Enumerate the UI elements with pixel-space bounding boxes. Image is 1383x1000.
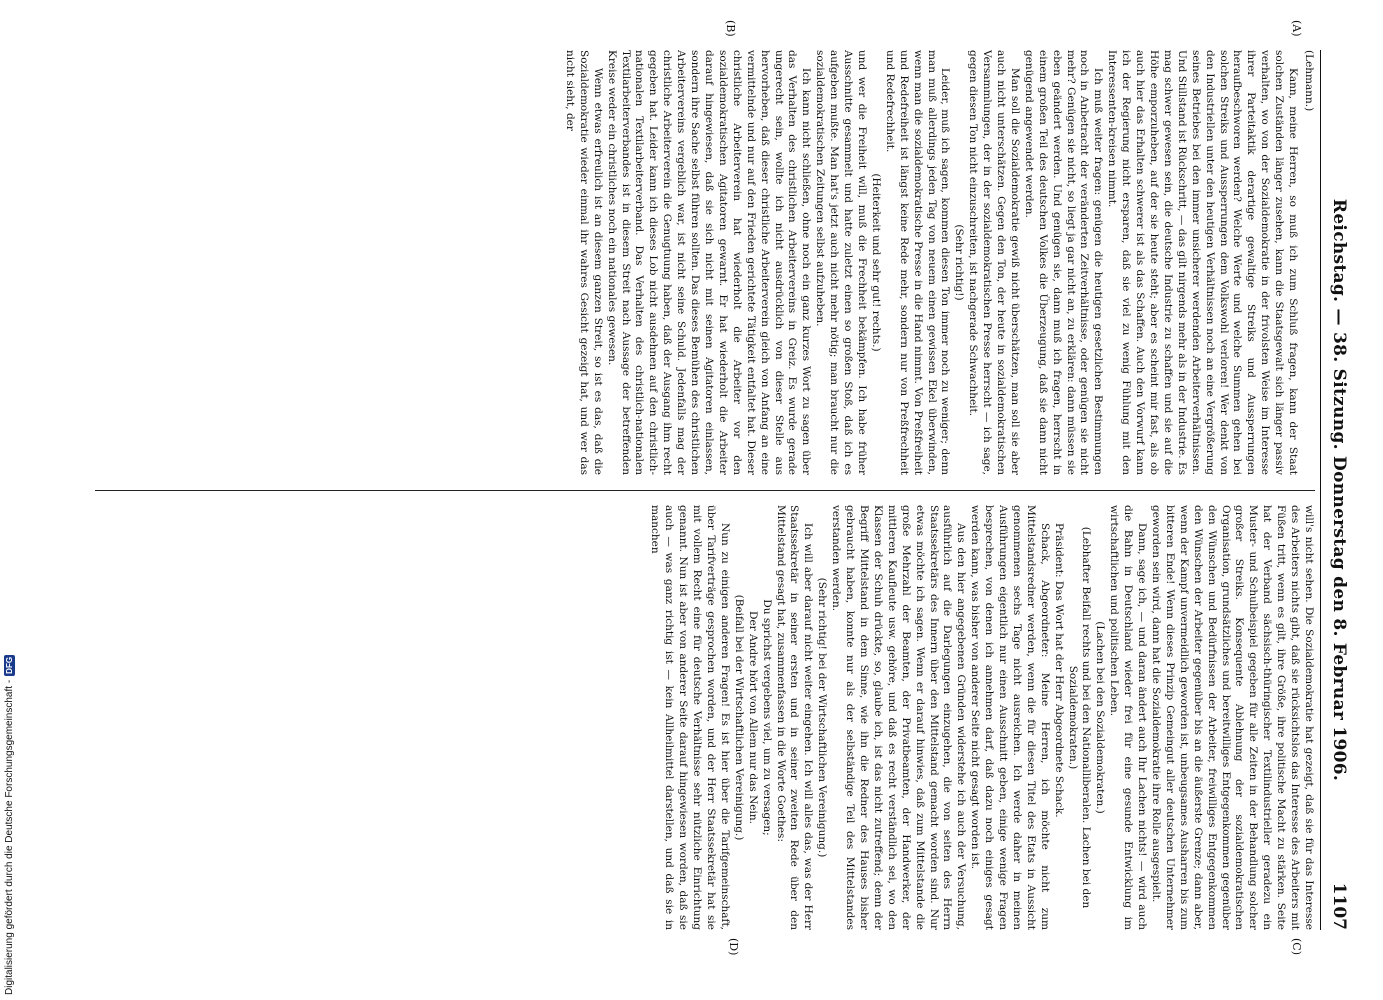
right-column bbox=[90, 505, 1315, 930]
left-column bbox=[90, 50, 1315, 475]
paragraph: Schack, Abgeordneter: Meine Herren, ich möchte nicht zum Mittelstandsredner werden, wenn die für diesen Titel des Etats in Aussicht genommenen sechs Tage nicht ausreichen. Ich werde daher in meinen Ausführungen eigentlich nur einen Ausschnitt geben, einige wenige Fragen besprechen, von denen ich annehmen darf, daß dazu noch einiges gesagt werden kann, was bisher von anderer Seite nicht gesagt worden ist. bbox=[969, 505, 1051, 930]
paragraph: Ich will aber darauf nicht weiter eingehen. Ich will alles das, was der Herr Staatssekretär in seiner ersten und in seiner zweiten Rede über den Mittelstand gesagt hat, zusammenfassen in die Worte Goethes: bbox=[774, 505, 815, 930]
applause-note: (Sehr richtig!) bbox=[953, 224, 966, 301]
paragraph: Leider, muß ich sagen, kommen diesen Ton immer noch zu weniger; denn man muß allerdings jeden Tag von neuem einen gewissen Ekel überwinden, wenn man die sozialdemokratische Presse in die Hand nimmt. Von Preßfreiheit und Redefreiheit ist längst keine Rede mehr, sondern nur von Preßfrechheit und Redefrechheit. bbox=[883, 50, 952, 475]
header-divider bbox=[1320, 50, 1321, 930]
paragraph: Dann, sage ich, — und daran ändert auch Ihr Lachen nichts! — wird auch die Bahn in Deutschland wieder frei für eine gesunde Entwicklung im wirtschaftlichen und politischen Leben. bbox=[1108, 505, 1149, 930]
paragraph: will's nicht sehen. Die Sozialdemokratie hat gezeigt, daß sie für das Interesse des Arbeiters nichts gibt, daß sie rücksichtslos das Interesse des Arbeiters mit Füßen tritt, wenn es gilt, ihre Größe, ihre politische Macht zu stärken. Seite hat der Verband sächsisch-thüringischer Textilindustrieller geradezu ein Muster- und Schulbeispiel gegeben für alle Zeiten in der Behandlung solcher großer Streiks. Konsequente Ablehnung der sozialdemokratischen Organisation, grundsätzliches und bereitwilliges Entgegenkommen gegenüber den Wünschen und Bedürfnissen der Arbeiter, freiwilliges Entgegenkommen den Wünschen der Arbeiter gegenüber bis an die äußerste Grenze; dann aber, wenn der Kampf unvermeidlich geworden ist, unbeugsames Ausharren bis zum bitteren Ende! Wenn dieses Prinzip Gemeingut aller deutschen Unternehmer geworden sein wird, dann hat die Sozialdemokratie ihre Rolle ausgespielt. bbox=[1150, 505, 1315, 930]
column-divider bbox=[95, 490, 1315, 491]
president-line: Präsident: Das Wort hat der Herr Abgeordnete Schack. bbox=[1052, 523, 1065, 818]
page-title: Reichstag. — 38. Sitzung. Donnerstag den 8. Februar 1906. bbox=[1329, 198, 1349, 782]
margin-letter-b: (B) bbox=[724, 20, 737, 37]
paragraph: Ich kann nicht schließen, ohne noch ein ganz kurzes Wort zu sagen über das Verhalten des christlichen Arbeitervereins in Greiz. Es wurde gerade ungerecht sein, wollte ich nicht ausdrücklich von dieser Stelle aus hervorheben, daß dieser christliche Arbeiterverein gleich von Anfang an eine vermittelnde und nur auf den Frieden gerichtete Tätigkeit entfaltet hat. Dieser christliche Arbeiterverein hat wiederholt die Arbeiter vor den sozialdemokratischen Agitatoren gewarnt. Er hat wiederholt die Arbeiter darauf hingewiesen, daß sie sich nicht mit seinen Agitatoren einlassen, sondern ihre Sache selbst führen sollten. Das dieses Bemühen des christlichen Arbeitervereins vergeblich war, ist nicht seine Schuld. Jedenfalls mag der christliche Arbeiterverein die Genugtuung haben, daß der Ausgang ihm recht gegeben hat. Leider kann ich dieses Lob nicht ausdehnen auf den christlich-nationalen Textilarbeiterverband. Das Verhalten des christlich-nationalen Textilarbeiterverbandes ist in diesem Streit nach Aussage der betreffenden Kreise weder ein christliches noch ein nationales gewesen. bbox=[605, 50, 813, 475]
footer-text: Digitalisierung gefördert durch die Deutsche Forschungsgemeinschaft - bbox=[4, 679, 15, 995]
paragraph: und wer die Freiheit will, muß die Frechheit bekämpfen. Ich habe früher Ausschnitte gesammelt und hatte zuletzt einen so großen Stoß, daß ich es aufgeben mußte. Man hat's jetzt auch nicht mehr nötig; man braucht nur die sozialdemokratischen Zeitungen selbst aufzuheben. bbox=[814, 50, 868, 475]
margin-letter-a: (A) bbox=[1290, 20, 1303, 37]
applause-note: (Heiterkeit und sehr gut! rechts.) bbox=[869, 173, 882, 352]
quote-line: Du sprichst vergebens viel, um zu versagen; bbox=[760, 599, 773, 836]
applause-note: (Sehr richtig! bei der Wirtschaftlichen Vereinigung.) bbox=[816, 577, 829, 858]
paragraph: Nun zu einigen anderen Fragen! Es ist hier über die Tarifgemeinschaft, über Tarifverträge gesprochen worden, und der Herr Staatssekretär hat sie mit vollem Recht eine für deutsche Verhältnisse sehr nützliche Einrichtung genannt. Nun ist aber von anderer Seite darauf hingewiesen worden, daß sie auch — was ganz richtig ist — kein Allheilmittel darstellen, und daß sie in manchen bbox=[649, 505, 731, 930]
quote-line: Der Andre hört von Allem nur das Nein. bbox=[746, 611, 759, 824]
paragraph: Kann, meine Herren, so muß ich zum Schluß fragen, kann der Staat solchen Zuständen länger zusehen, kann die Staatsgewalt sich länger passiv verhalten, wo von der Sozialdemokratie in der frivolsten Weise im Interesse ihrer Parteitaktik derartige gewaltige Streiks und Aussperrungen heraufbeschworen werden? Welche Werte und welche Summen gehen bei solchen Streiks und Aussperrungen dem Volkswohl verloren! Wer denkt von den Industriellen unter den heutigen Verhältnissen noch an eine Vergrößerung seines Betriebes bei den immer unsicherer werdenden Arbeiterverhältnissen. Und Stillstand ist Rückschritt, — das gilt nirgends mehr als in der Industrie. Es mag schwer gewesen sein, die deutsche Industrie zu schaffen und sie auf die Höhe emporzuheben, auf der sie heute steht; aber es scheint mir fast, als ob auch hier das Erhalten schwerer ist als das Schaffen. Auch den Vorwurf kann ich der Regierung nicht ersparen, daß sie viel zu wenig Fühlung mit den Interessenten-kreisen nimmt. bbox=[1106, 50, 1300, 475]
applause-note: (Lebhafter Beifall rechts und bei den Nationalliberalen. Lachen bei den Sozialdemokraten.) bbox=[1066, 526, 1093, 909]
paragraph: Man soll die Sozialdemokratie gewiß nicht überschätzen, man soll sie aber auch nicht unterschätzen. Gegen den Ton, der heute in sozialdemokratischen Versammlungen, der in der sozialdemokratischen Presse herrscht — ich sage, gegen diesen Ton nicht einzuschreiten, ist nachgerade Schwachheit. bbox=[967, 50, 1021, 475]
applause-note: (Lachen bei den Sozialdemokraten.) bbox=[1094, 621, 1107, 814]
applause-note: (Beifall bei der Wirtschaftlichen Vereinigung.) bbox=[732, 594, 745, 841]
page-number: 1107 bbox=[1329, 882, 1349, 930]
paragraph: Aus den hier angegebenen Gründen widerstehe ich auch der Versuchung, ausführlich auf die Darlegungen einzugehen, die von seiten des Herrn Staatssekretärs des Innern über den Mittelstand gemacht worden sind. Nur etwas möchte ich sagen. Wenn er darauf hinwies, daß zum Mittelstande die große Mehrzahl der Beamten, der Privatbeamten, der Handwerker, der mittleren Kaufleute usw. gehöre, und daß es recht verständlich sei, wo den Klassen der Schuh drückte, so, glaube ich, ist das nicht zutreffend; denn der Begriff Mittelstand in dem Sinne, wie ihn die Redner des Hauses bisher gebraucht haben, konnte nur als der selbständige Teil des Mittelstandes verstanden werden. bbox=[830, 505, 968, 930]
dfg-logo-icon: DFG bbox=[5, 656, 14, 674]
digitization-footer bbox=[4, 655, 15, 995]
speaker-tag: (Lehmann.) bbox=[1303, 50, 1315, 112]
margin-letter-d: (D) bbox=[727, 938, 740, 956]
newspaper-page bbox=[80, 20, 1349, 956]
paragraph: Wenn etwas erfreulich ist an diesem ganzen Streit, so ist es das, daß die Sozialdemokratie wieder einmal ihr wahres Gesicht gezeigt hat, und wer das nicht sieht, der bbox=[563, 50, 604, 475]
margin-letter-c: (C) bbox=[1290, 938, 1303, 955]
paragraph: Ich muß weiter fragen: genügen die heutigen gesetzlichen Bestimmungen noch in Anbetracht der veränderten Zeitverhältnisse, oder genügen sie nicht mehr? Genügen sie nicht, so liegt ja gar nicht an, zu erklären: dann müssen sie eben geändert werden. Und genügen sie, dann muß ich fragen, herrscht in einem großen Teil des deutschen Volkes die Überzeugung, daß sie dann nicht genügend angewendet werden. bbox=[1022, 50, 1105, 475]
